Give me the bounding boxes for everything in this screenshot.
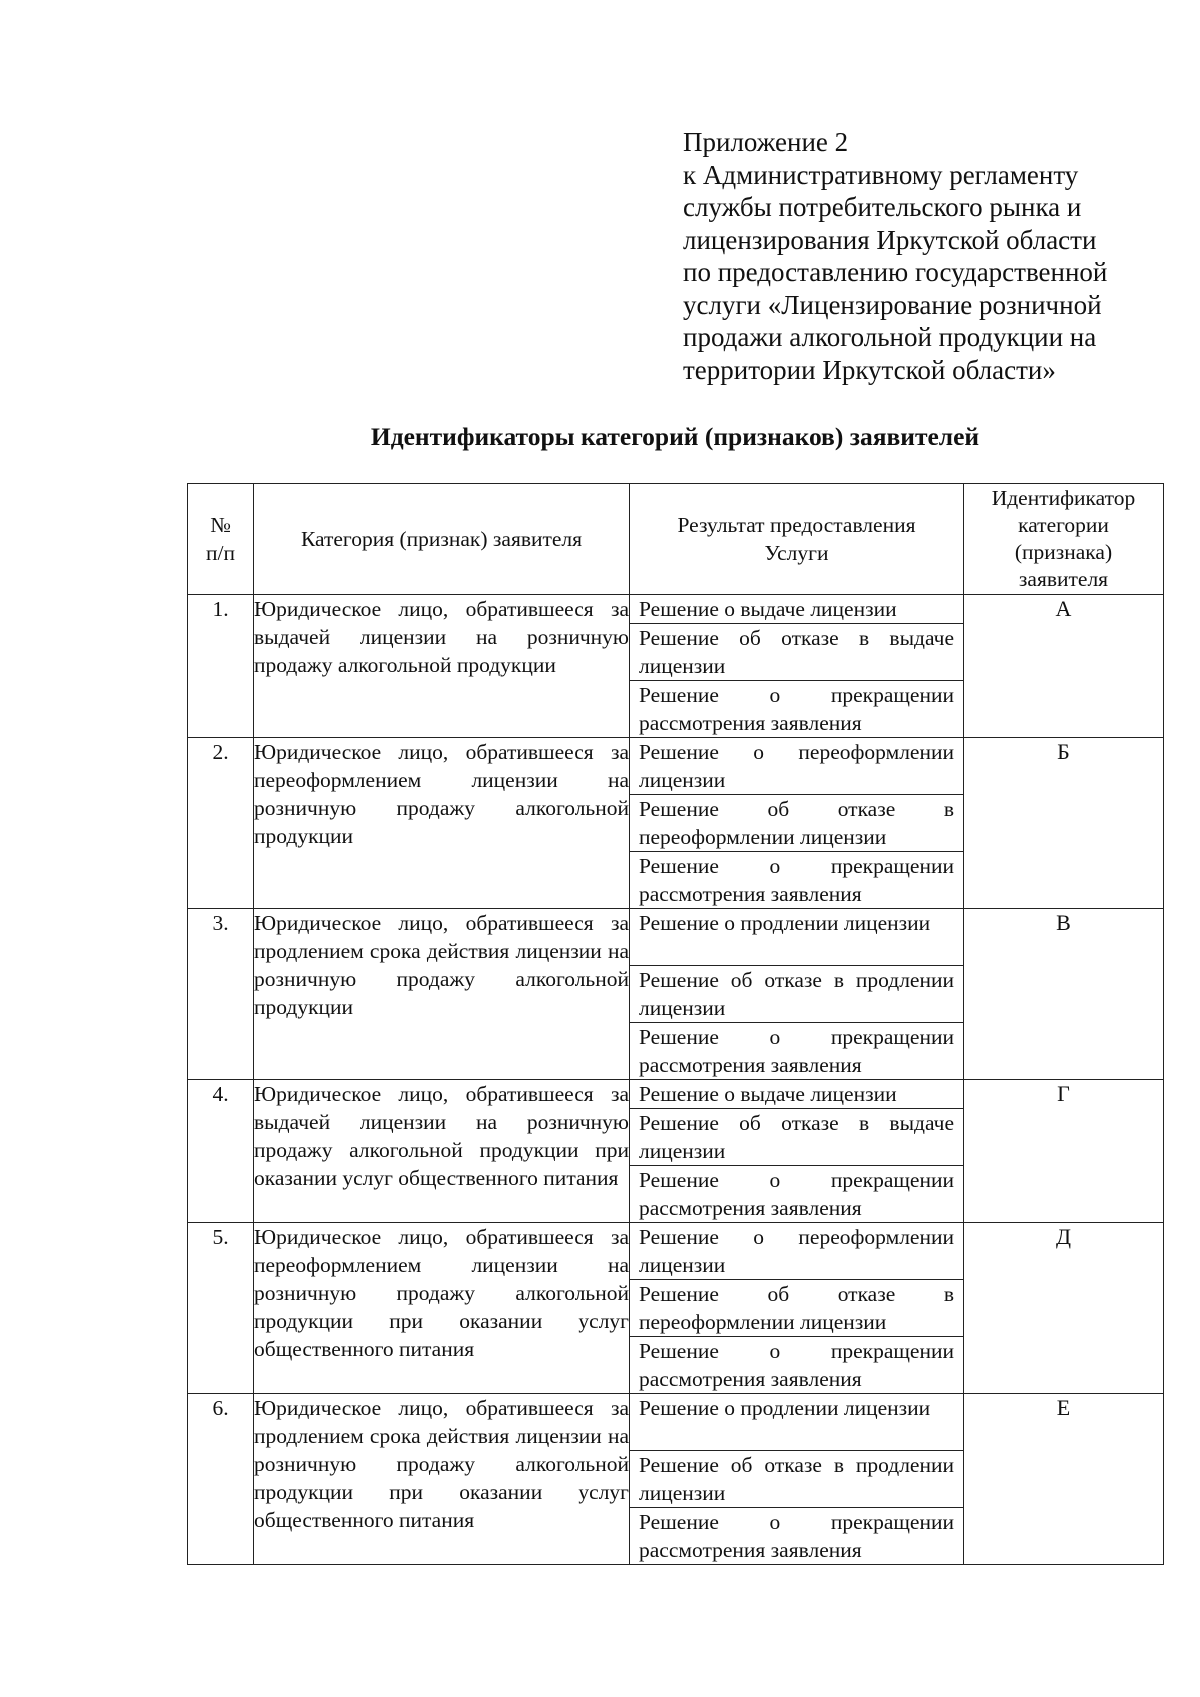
row-identifier: А <box>964 595 1164 738</box>
row-category: Юридическое лицо, обратившееся за продлением срока действия лицензии на розничную продажу алкогольной продукции при оказании услуг общественного питания <box>254 1394 630 1565</box>
header-number-line1: № <box>210 513 231 537</box>
table-header-row <box>188 484 1164 595</box>
appendix-line: к Административному регламенту <box>683 159 1079 190</box>
row-number: 3. <box>188 909 254 1080</box>
table-row <box>188 595 1164 738</box>
header-result: Результат предоставления Услуги <box>630 484 964 595</box>
table-row <box>188 909 1164 1080</box>
result-item: Решение об отказе в переоформлении лицензии <box>630 1280 963 1337</box>
result-item: Решение о прекращении рассмотрения заявления <box>639 1168 954 1220</box>
appendix-line: продажи алкогольной продукции на <box>683 322 1097 352</box>
result-item: Решение о прекращении рассмотрения заявления <box>639 1025 954 1077</box>
header-category: Категория (признак) заявителя <box>254 484 630 595</box>
result-item: Решение об отказе в продлении лицензии <box>630 966 963 1023</box>
row-identifier: В <box>964 909 1164 1080</box>
row-results <box>630 1394 964 1565</box>
row-number: 6. <box>188 1394 254 1565</box>
result-item: Решение о выдаче лицензии <box>630 595 963 624</box>
appendix-line: службы потребительского рынка и <box>683 192 1082 222</box>
result-item: Решение о прекращении рассмотрения заявления <box>639 683 954 735</box>
identifiers-table <box>187 483 1164 1565</box>
table-row <box>188 738 1164 909</box>
row-results <box>630 595 964 738</box>
row-results <box>630 1080 964 1223</box>
result-item: Решение о прекращении рассмотрения заявления <box>639 854 954 906</box>
document-title: Идентификаторы категорий (признаков) заявителей <box>370 422 980 451</box>
table-row <box>188 1223 1164 1394</box>
result-item: Решение об отказе в выдаче лицензии <box>630 1109 963 1166</box>
row-category: Юридическое лицо, обратившееся за выдачей лицензии на розничную продажу алкогольной продукции при оказании услуг общественного питания <box>254 1080 630 1223</box>
row-identifier: Г <box>964 1080 1164 1223</box>
result-item: Решение о прекращении рассмотрения заявления <box>639 1510 954 1562</box>
result-item: Решение о продлении лицензии <box>630 1394 963 1451</box>
result-item: Решение о переоформлении лицензии <box>630 738 963 795</box>
row-identifier: Д <box>964 1223 1164 1394</box>
appendix-line: по предоставлению государственной <box>683 257 1108 287</box>
row-category: Юридическое лицо, обратившееся за выдачей лицензии на розничную продажу алкогольной продукции <box>254 595 630 738</box>
row-category: Юридическое лицо, обратившееся за переоформлением лицензии на розничную продажу алкогольной продукции <box>254 738 630 909</box>
appendix-line: территории Иркутской области» <box>683 354 1056 385</box>
table-row <box>188 1394 1164 1565</box>
row-results <box>630 909 964 1080</box>
row-number: 4. <box>188 1080 254 1223</box>
result-item: Решение о прекращении рассмотрения заявления <box>639 1339 954 1391</box>
appendix-header <box>683 126 1163 386</box>
row-results <box>630 1223 964 1394</box>
result-item: Решение об отказе в выдаче лицензии <box>630 624 963 681</box>
header-number-line2: п/п <box>206 541 235 565</box>
row-number: 1. <box>188 595 254 738</box>
header-number <box>188 484 254 595</box>
result-item: Решение об отказе в переоформлении лицензии <box>630 795 963 852</box>
row-number: 2. <box>188 738 254 909</box>
result-item: Решение о выдаче лицензии <box>630 1080 963 1109</box>
row-results <box>630 738 964 909</box>
row-category: Юридическое лицо, обратившееся за продлением срока действия лицензии на розничную продажу алкогольной продукции <box>254 909 630 1080</box>
table-row <box>188 1080 1164 1223</box>
row-category: Юридическое лицо, обратившееся за переоформлением лицензии на розничную продажу алкогольной продукции при оказании услуг общественного питания <box>254 1223 630 1394</box>
result-item: Решение о переоформлении лицензии <box>630 1223 963 1280</box>
header-identifier: Идентификатор категории (признака) заявителя <box>964 484 1164 595</box>
row-number: 5. <box>188 1223 254 1394</box>
row-identifier: Б <box>964 738 1164 909</box>
appendix-line: Приложение 2 <box>683 127 849 157</box>
appendix-line: услуги «Лицензирование розничной <box>683 289 1102 320</box>
result-item: Решение о продлении лицензии <box>630 909 963 966</box>
result-item: Решение об отказе в продлении лицензии <box>630 1451 963 1508</box>
appendix-line: лицензирования Иркутской области <box>683 224 1097 255</box>
row-identifier: Е <box>964 1394 1164 1565</box>
